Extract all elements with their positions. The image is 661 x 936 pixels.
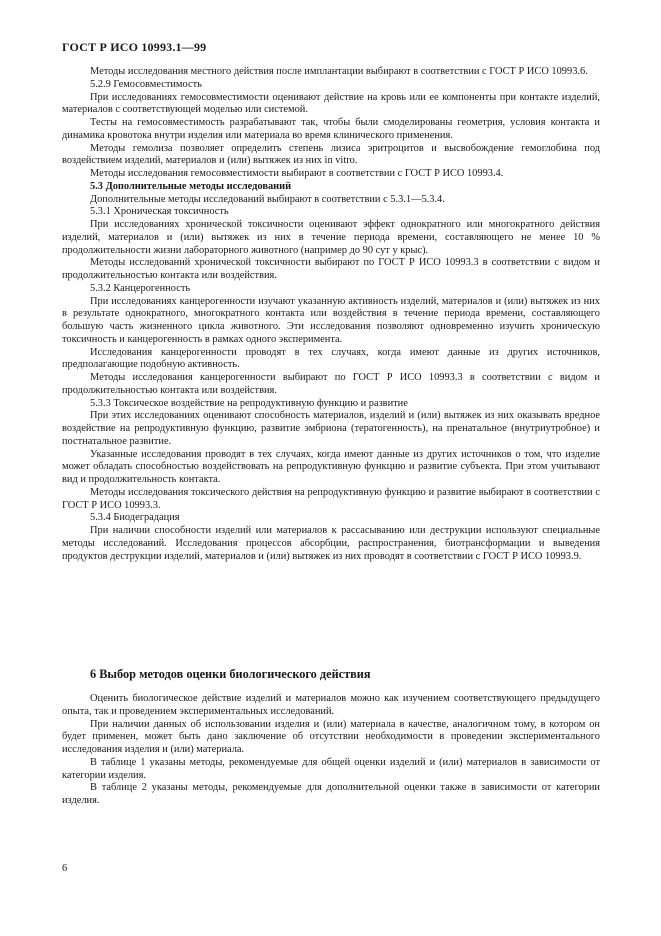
paragraph: Методы исследования гемосовместимости выбирают в соответствии с ГОСТ Р ИСО 10993.4.	[90, 168, 504, 179]
paragraph: Оценить биологическое действие изделий и материалов можно как изучением соответствующего предыдущего опыта, так и проведением экспериментальных исследований.	[62, 693, 600, 717]
section-6-title: 6 Выбор методов оценки биологического действия	[90, 667, 371, 681]
paragraph: Тесты на гемосовместимость разрабатывают так, чтобы были смоделированы геометрия, условия контакта и динамика кровотока внутри изделия или материала во время клинического применения.	[62, 117, 600, 141]
subsection-heading: 5.3.1 Хроническая токсичность	[90, 206, 229, 218]
paragraph: При наличии данных об использовании изделия и (или) материала в качестве, аналогичном тому, в котором он будет применен, может быть дано заключение об отсутствии необходимости в проведении экспериментального исследования изделия и (или) материала.	[62, 718, 600, 755]
paragraph: Дополнительные методы исследований выбирают в соответствии с 5.3.1—5.3.4.	[90, 193, 445, 205]
paragraph: Методы исследования токсического действия на репродуктивную функцию и развитие выбирают в соответствии с ГОСТ Р ИСО 10993.3.	[62, 486, 600, 511]
paragraph: Методы исследований хронической токсичности выбирают по ГОСТ Р ИСО 10993.3 в соответствии с видом и продолжительностью контакта или воздействия.	[62, 257, 600, 281]
subsection-heading: 5.3.4 Биодеградация	[90, 512, 180, 524]
section-6-body	[62, 693, 600, 808]
paragraph: При исследованиях хронической токсичности оценивают эффект однократного или многократного действия изделий, материалов и (или) вытяжек из них в течение периода времени, составляющего не менее 10 % продолжительности жизни лабораторного животного (например до 90 сут у крыс).	[62, 219, 600, 256]
paragraph: Исследования канцерогенности проводят в тех случаях, когда имеют данные из других источников, предполагающие подобную активность.	[62, 346, 600, 371]
subsection-heading: 5.3.2 Канцерогенность	[90, 282, 191, 294]
page-number: 6	[62, 863, 68, 874]
paragraph: При этих исследованиях оценивают способность материалов, изделий и (или) вытяжек из них оказывать вредное воздействие на репродуктивную функцию, развитие эмбриона (тератогенность), на пренатальное (внутриутробное) и постнатальное развитие.	[62, 410, 600, 447]
paragraph: Методы гемолиза позволяет определить степень лизиса эритроцитов и высвобождение гемоглобина под воздействием изделий, материалов и (или) вытяжек из них in vitro.	[62, 142, 600, 167]
paragraph: В таблице 1 указаны методы, рекомендуемые для общей оценки изделий и (или) материалов в зависимости от категории изделия.	[62, 756, 600, 781]
section-5-body	[62, 66, 600, 563]
paragraph: При исследованиях гемосовместимости оценивают действие на кровь или ее компоненты при контакте изделий, материалов с соответствующей моделью или системой.	[62, 91, 600, 116]
section-heading: 5.3 Дополнительные методы исследований	[90, 180, 292, 192]
paragraph: Методы исследования местного действия после имплантации выбирают в соответствии с ГОСТ Р ИСО 10993.6.	[90, 66, 588, 77]
paragraph: В таблице 2 указаны методы, рекомендуемые для дополнительной оценки также в зависимости от категории изделия.	[62, 782, 600, 806]
subsection-heading: 5.2.9 Гемосовместимость	[90, 78, 202, 90]
paragraph: При наличии способности изделий или материалов к рассасыванию или деструкции используют специальные методы исследований. Исследования процессов абсорбции, распространения, биотрансформации и выведения продуктов деструкции изделий, материалов и (или) вытяжек из них проводят в соответствии с ГОСТ Р ИСО 10993.9.	[62, 525, 600, 562]
document-header: ГОСТ Р ИСО 10993.1—99	[62, 40, 207, 54]
paragraph: При исследованиях канцерогенности изучают указанную активность изделий, материалов и (или) вытяжек из них в результате однократного, многократного контакта или воздействия в течение периода времени, составляющего большую часть жизненного цикла животного. Эти исследования позволяют одновременно изучить хроническую токсичность и канцерогенность в рамках одного эксперимента.	[62, 295, 600, 345]
subsection-heading: 5.3.3 Токсическое воздействие на репродуктивную функцию и развитие	[90, 397, 408, 409]
paragraph: Указанные исследования проводят в тех случаях, когда имеют данные из других источников о том, что изделие может обладать способностью воздействовать на репродуктивную функцию и развитие субъекта. При этом учитывают вид и продолжительность контакта.	[62, 448, 600, 485]
paragraph: Методы исследования канцерогенности выбирают по ГОСТ Р ИСО 10993.3 в соответствии с видом и продолжительностью контакта или воздействия.	[62, 372, 600, 396]
